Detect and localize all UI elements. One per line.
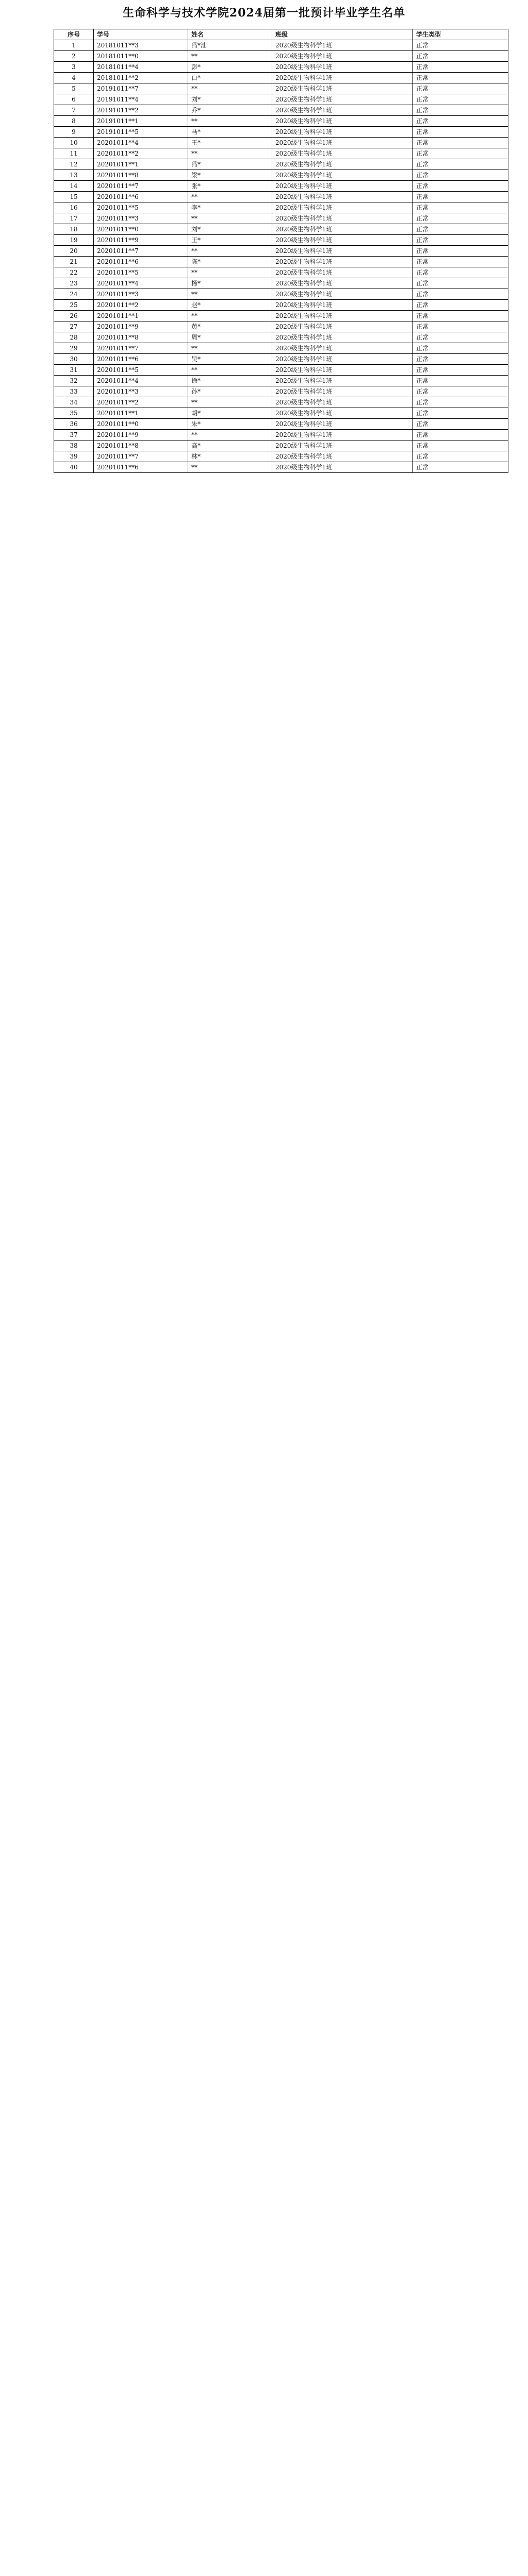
cell-student-id: 20201011**1 bbox=[94, 159, 188, 170]
cell-index: 30 bbox=[54, 354, 94, 365]
cell-name: ** bbox=[188, 192, 272, 202]
cell-index: 5 bbox=[54, 83, 94, 94]
table-row bbox=[54, 202, 508, 213]
cell-student-type: 正常 bbox=[413, 397, 508, 408]
table-row bbox=[54, 376, 508, 386]
cell-class: 2020级生物科学1班 bbox=[272, 148, 413, 159]
cell-student-id: 20191011**4 bbox=[94, 94, 188, 105]
cell-student-type: 正常 bbox=[413, 267, 508, 278]
cell-student-id: 20201011**7 bbox=[94, 451, 188, 462]
cell-student-type: 正常 bbox=[413, 148, 508, 159]
cell-index: 10 bbox=[54, 138, 94, 148]
table-row bbox=[54, 235, 508, 246]
cell-student-type: 正常 bbox=[413, 51, 508, 62]
cell-student-id: 20201011**3 bbox=[94, 386, 188, 397]
cell-name: 周* bbox=[188, 332, 272, 343]
cell-name: 黄* bbox=[188, 321, 272, 332]
cell-class: 2020级生物科学1班 bbox=[272, 138, 413, 148]
cell-name: 梁* bbox=[188, 170, 272, 181]
cell-student-id: 20201011**2 bbox=[94, 148, 188, 159]
cell-student-type: 正常 bbox=[413, 202, 508, 213]
cell-student-type: 正常 bbox=[413, 278, 508, 289]
table-row bbox=[54, 246, 508, 257]
cell-student-id: 20181011**4 bbox=[94, 62, 188, 73]
cell-index: 27 bbox=[54, 321, 94, 332]
cell-name: ** bbox=[188, 116, 272, 127]
table-row bbox=[54, 94, 508, 105]
cell-name: 吴* bbox=[188, 354, 272, 365]
cell-index: 18 bbox=[54, 224, 94, 235]
cell-index: 16 bbox=[54, 202, 94, 213]
cell-name: 胡* bbox=[188, 408, 272, 419]
cell-student-id: 20201011**6 bbox=[94, 192, 188, 202]
cell-student-id: 20201011**8 bbox=[94, 332, 188, 343]
cell-student-type: 正常 bbox=[413, 116, 508, 127]
cell-index: 4 bbox=[54, 73, 94, 83]
cell-student-id: 20201011**7 bbox=[94, 181, 188, 192]
cell-class: 2020级生物科学1班 bbox=[272, 365, 413, 376]
cell-class: 2020级生物科学1班 bbox=[272, 321, 413, 332]
table-row bbox=[54, 83, 508, 94]
cell-student-id: 20201011**1 bbox=[94, 408, 188, 419]
cell-name: ** bbox=[188, 213, 272, 224]
table-row bbox=[54, 311, 508, 321]
cell-index: 11 bbox=[54, 148, 94, 159]
table-row bbox=[54, 224, 508, 235]
cell-student-type: 正常 bbox=[413, 332, 508, 343]
table-row bbox=[54, 289, 508, 300]
cell-class: 2020级生物科学1班 bbox=[272, 159, 413, 170]
table-row bbox=[54, 386, 508, 397]
cell-name: 林* bbox=[188, 451, 272, 462]
table-row bbox=[54, 170, 508, 181]
cell-index: 40 bbox=[54, 462, 94, 473]
cell-student-type: 正常 bbox=[413, 430, 508, 440]
cell-student-id: 20201011**5 bbox=[94, 365, 188, 376]
cell-class: 2020级生物科学1班 bbox=[272, 430, 413, 440]
cell-class: 2020级生物科学1班 bbox=[272, 192, 413, 202]
cell-student-type: 正常 bbox=[413, 62, 508, 73]
table-row bbox=[54, 51, 508, 62]
table-row bbox=[54, 354, 508, 365]
table-row bbox=[54, 105, 508, 116]
cell-index: 37 bbox=[54, 430, 94, 440]
cell-student-type: 正常 bbox=[413, 235, 508, 246]
cell-name: 杨* bbox=[188, 278, 272, 289]
cell-name: ** bbox=[188, 343, 272, 354]
cell-index: 19 bbox=[54, 235, 94, 246]
cell-name: 马* bbox=[188, 127, 272, 138]
cell-class: 2020级生物科学1班 bbox=[272, 181, 413, 192]
cell-student-id: 20181011**2 bbox=[94, 73, 188, 83]
table-row bbox=[54, 278, 508, 289]
cell-index: 22 bbox=[54, 267, 94, 278]
header-name: 姓名 bbox=[188, 29, 272, 40]
cell-student-type: 正常 bbox=[413, 159, 508, 170]
cell-student-type: 正常 bbox=[413, 376, 508, 386]
cell-student-id: 20181011**0 bbox=[94, 51, 188, 62]
table-row bbox=[54, 397, 508, 408]
cell-class: 2020级生物科学1班 bbox=[272, 343, 413, 354]
cell-student-id: 20191011**7 bbox=[94, 83, 188, 94]
cell-name: ** bbox=[188, 289, 272, 300]
cell-student-type: 正常 bbox=[413, 257, 508, 267]
cell-class: 2020级生物科学1班 bbox=[272, 311, 413, 321]
cell-index: 14 bbox=[54, 181, 94, 192]
cell-student-id: 20201011**9 bbox=[94, 430, 188, 440]
cell-name: 王* bbox=[188, 235, 272, 246]
table-row bbox=[54, 408, 508, 419]
cell-student-id: 20181011**3 bbox=[94, 40, 188, 51]
cell-student-type: 正常 bbox=[413, 40, 508, 51]
cell-class: 2020级生物科学1班 bbox=[272, 462, 413, 473]
cell-name: 朱* bbox=[188, 419, 272, 430]
cell-student-type: 正常 bbox=[413, 440, 508, 451]
cell-class: 2020级生物科学1班 bbox=[272, 451, 413, 462]
cell-student-id: 20201011**2 bbox=[94, 300, 188, 311]
cell-name: 彭* bbox=[188, 62, 272, 73]
table-row bbox=[54, 116, 508, 127]
cell-index: 7 bbox=[54, 105, 94, 116]
cell-index: 32 bbox=[54, 376, 94, 386]
cell-student-id: 20201011**4 bbox=[94, 138, 188, 148]
cell-index: 1 bbox=[54, 40, 94, 51]
cell-class: 2020级生物科学1班 bbox=[272, 408, 413, 419]
cell-name: 徐* bbox=[188, 376, 272, 386]
cell-index: 13 bbox=[54, 170, 94, 181]
cell-name: 孙* bbox=[188, 386, 272, 397]
table-row bbox=[54, 192, 508, 202]
table-row bbox=[54, 300, 508, 311]
table-row bbox=[54, 343, 508, 354]
cell-index: 3 bbox=[54, 62, 94, 73]
cell-name: 赵* bbox=[188, 300, 272, 311]
cell-index: 2 bbox=[54, 51, 94, 62]
table-row bbox=[54, 159, 508, 170]
cell-index: 31 bbox=[54, 365, 94, 376]
cell-index: 6 bbox=[54, 94, 94, 105]
cell-class: 2020级生物科学1班 bbox=[272, 83, 413, 94]
cell-student-id: 20201011**8 bbox=[94, 170, 188, 181]
cell-student-type: 正常 bbox=[413, 246, 508, 257]
cell-class: 2020级生物科学1班 bbox=[272, 397, 413, 408]
cell-name: 王* bbox=[188, 138, 272, 148]
cell-index: 9 bbox=[54, 127, 94, 138]
cell-index: 12 bbox=[54, 159, 94, 170]
cell-name: 张* bbox=[188, 181, 272, 192]
cell-class: 2020级生物科学1班 bbox=[272, 170, 413, 181]
cell-student-id: 20201011**3 bbox=[94, 289, 188, 300]
cell-class: 2020级生物科学1班 bbox=[272, 213, 413, 224]
cell-name: ** bbox=[188, 267, 272, 278]
cell-student-id: 20201011**3 bbox=[94, 213, 188, 224]
cell-name: ** bbox=[188, 148, 272, 159]
cell-student-type: 正常 bbox=[413, 83, 508, 94]
cell-student-id: 20201011**7 bbox=[94, 246, 188, 257]
document-title: 生命科学与技术学院2024届第一批预计毕业学生名单 bbox=[122, 6, 406, 20]
cell-name: 白* bbox=[188, 73, 272, 83]
cell-student-type: 正常 bbox=[413, 170, 508, 181]
cell-student-type: 正常 bbox=[413, 300, 508, 311]
cell-student-id: 20191011**1 bbox=[94, 116, 188, 127]
table-row bbox=[54, 267, 508, 278]
cell-class: 2020级生物科学1班 bbox=[272, 116, 413, 127]
cell-name: ** bbox=[188, 365, 272, 376]
cell-student-id: 20201011**4 bbox=[94, 278, 188, 289]
cell-class: 2020级生物科学1班 bbox=[272, 246, 413, 257]
cell-student-type: 正常 bbox=[413, 73, 508, 83]
cell-index: 25 bbox=[54, 300, 94, 311]
cell-index: 38 bbox=[54, 440, 94, 451]
cell-class: 2020级生物科学1班 bbox=[272, 354, 413, 365]
cell-student-type: 正常 bbox=[413, 289, 508, 300]
cell-student-type: 正常 bbox=[413, 321, 508, 332]
cell-class: 2020级生物科学1班 bbox=[272, 62, 413, 73]
cell-class: 2020级生物科学1班 bbox=[272, 40, 413, 51]
table-row bbox=[54, 181, 508, 192]
cell-student-id: 20201011**2 bbox=[94, 397, 188, 408]
cell-index: 36 bbox=[54, 419, 94, 430]
table-row bbox=[54, 430, 508, 440]
table-row bbox=[54, 451, 508, 462]
cell-class: 2020级生物科学1班 bbox=[272, 300, 413, 311]
cell-student-id: 20201011**9 bbox=[94, 321, 188, 332]
table-row bbox=[54, 462, 508, 473]
cell-student-id: 20201011**0 bbox=[94, 224, 188, 235]
cell-class: 2020级生物科学1班 bbox=[272, 440, 413, 451]
table-row bbox=[54, 40, 508, 51]
cell-name: 乔* bbox=[188, 105, 272, 116]
cell-student-type: 正常 bbox=[413, 451, 508, 462]
cell-name: 高* bbox=[188, 440, 272, 451]
cell-name: ** bbox=[188, 430, 272, 440]
cell-class: 2020级生物科学1班 bbox=[272, 332, 413, 343]
header-index: 序号 bbox=[54, 29, 94, 40]
table-row bbox=[54, 73, 508, 83]
cell-student-type: 正常 bbox=[413, 462, 508, 473]
table-row bbox=[54, 257, 508, 267]
cell-index: 8 bbox=[54, 116, 94, 127]
table-row bbox=[54, 332, 508, 343]
cell-class: 2020级生物科学1班 bbox=[272, 127, 413, 138]
cell-index: 28 bbox=[54, 332, 94, 343]
cell-student-id: 20191011**5 bbox=[94, 127, 188, 138]
cell-name: ** bbox=[188, 83, 272, 94]
cell-student-id: 20201011**4 bbox=[94, 376, 188, 386]
table-row bbox=[54, 321, 508, 332]
cell-class: 2020级生物科学1班 bbox=[272, 278, 413, 289]
header-student-type: 学生类型 bbox=[413, 29, 508, 40]
cell-name: 刘* bbox=[188, 94, 272, 105]
cell-index: 39 bbox=[54, 451, 94, 462]
cell-name: ** bbox=[188, 246, 272, 257]
cell-student-id: 20201011**6 bbox=[94, 462, 188, 473]
cell-index: 24 bbox=[54, 289, 94, 300]
cell-index: 20 bbox=[54, 246, 94, 257]
cell-class: 2020级生物科学1班 bbox=[272, 257, 413, 267]
cell-name: 刘* bbox=[188, 224, 272, 235]
table-header-row bbox=[54, 29, 508, 40]
cell-index: 23 bbox=[54, 278, 94, 289]
cell-index: 33 bbox=[54, 386, 94, 397]
cell-student-type: 正常 bbox=[413, 94, 508, 105]
cell-name: ** bbox=[188, 462, 272, 473]
cell-index: 21 bbox=[54, 257, 94, 267]
cell-index: 34 bbox=[54, 397, 94, 408]
cell-student-type: 正常 bbox=[413, 365, 508, 376]
cell-student-type: 正常 bbox=[413, 343, 508, 354]
table-row bbox=[54, 138, 508, 148]
cell-class: 2020级生物科学1班 bbox=[272, 73, 413, 83]
cell-name: ** bbox=[188, 311, 272, 321]
table-row bbox=[54, 440, 508, 451]
cell-student-type: 正常 bbox=[413, 192, 508, 202]
cell-name: ** bbox=[188, 51, 272, 62]
cell-name: ** bbox=[188, 397, 272, 408]
cell-student-id: 20191011**2 bbox=[94, 105, 188, 116]
cell-class: 2020级生物科学1班 bbox=[272, 51, 413, 62]
header-student-id: 学号 bbox=[94, 29, 188, 40]
cell-student-type: 正常 bbox=[413, 138, 508, 148]
cell-name: 冯* bbox=[188, 159, 272, 170]
cell-class: 2020级生物科学1班 bbox=[272, 267, 413, 278]
cell-class: 2020级生物科学1班 bbox=[272, 105, 413, 116]
cell-student-id: 20201011**9 bbox=[94, 235, 188, 246]
cell-name: 陈* bbox=[188, 257, 272, 267]
cell-class: 2020级生物科学1班 bbox=[272, 386, 413, 397]
cell-student-id: 20201011**8 bbox=[94, 440, 188, 451]
cell-student-type: 正常 bbox=[413, 311, 508, 321]
cell-class: 2020级生物科学1班 bbox=[272, 224, 413, 235]
cell-name: 李* bbox=[188, 202, 272, 213]
cell-index: 35 bbox=[54, 408, 94, 419]
cell-student-id: 20201011**6 bbox=[94, 354, 188, 365]
cell-student-id: 20201011**7 bbox=[94, 343, 188, 354]
cell-class: 2020级生物科学1班 bbox=[272, 202, 413, 213]
cell-student-type: 正常 bbox=[413, 105, 508, 116]
cell-student-id: 20201011**5 bbox=[94, 202, 188, 213]
cell-student-type: 正常 bbox=[413, 224, 508, 235]
cell-student-type: 正常 bbox=[413, 127, 508, 138]
table-row bbox=[54, 62, 508, 73]
cell-student-id: 20201011**6 bbox=[94, 257, 188, 267]
table-row bbox=[54, 419, 508, 430]
table-row bbox=[54, 127, 508, 138]
cell-class: 2020级生物科学1班 bbox=[272, 94, 413, 105]
cell-index: 17 bbox=[54, 213, 94, 224]
student-list-table bbox=[54, 29, 508, 473]
cell-student-id: 20201011**1 bbox=[94, 311, 188, 321]
cell-index: 29 bbox=[54, 343, 94, 354]
cell-student-type: 正常 bbox=[413, 354, 508, 365]
cell-class: 2020级生物科学1班 bbox=[272, 235, 413, 246]
cell-student-id: 20201011**5 bbox=[94, 267, 188, 278]
cell-class: 2020级生物科学1班 bbox=[272, 376, 413, 386]
cell-class: 2020级生物科学1班 bbox=[272, 289, 413, 300]
cell-student-type: 正常 bbox=[413, 408, 508, 419]
cell-student-type: 正常 bbox=[413, 419, 508, 430]
cell-name: 冯*汕 bbox=[188, 40, 272, 51]
table-row bbox=[54, 148, 508, 159]
cell-student-type: 正常 bbox=[413, 181, 508, 192]
table-row bbox=[54, 365, 508, 376]
cell-index: 26 bbox=[54, 311, 94, 321]
cell-student-type: 正常 bbox=[413, 213, 508, 224]
cell-class: 2020级生物科学1班 bbox=[272, 419, 413, 430]
cell-student-id: 20201011**0 bbox=[94, 419, 188, 430]
cell-index: 15 bbox=[54, 192, 94, 202]
cell-student-type: 正常 bbox=[413, 386, 508, 397]
header-class: 班级 bbox=[272, 29, 413, 40]
table-row bbox=[54, 213, 508, 224]
